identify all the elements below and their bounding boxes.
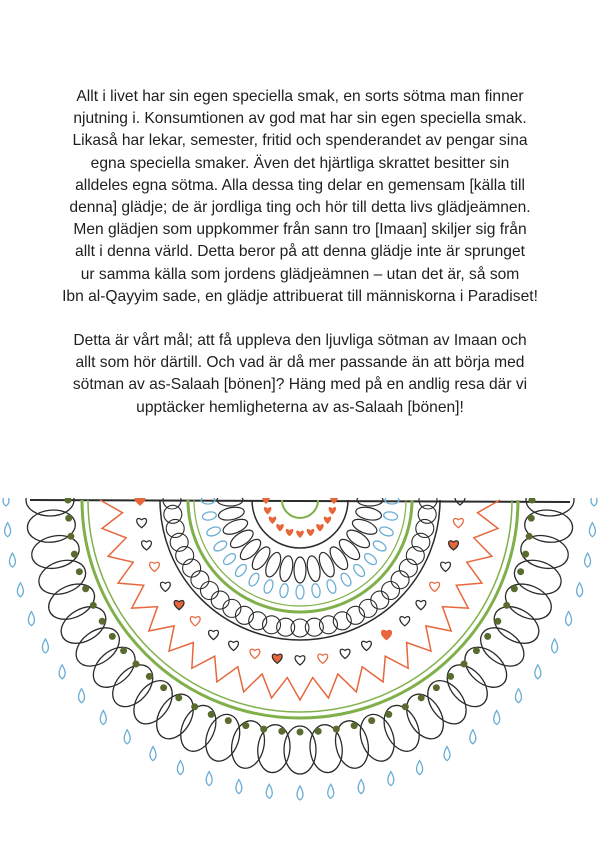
olive-dot	[260, 726, 267, 733]
outer-petal	[200, 710, 245, 766]
text-line: ur samma källa som jordens glädjeämnen – utan det är, så som	[80, 265, 520, 283]
olive-dot	[503, 602, 510, 609]
olive-dot	[65, 498, 72, 504]
olive-dot	[333, 726, 340, 733]
inner-blue-drop	[233, 563, 248, 579]
outer-petal	[55, 599, 113, 651]
outer-petal	[126, 673, 180, 731]
heart-mark	[295, 656, 305, 665]
center-heart	[330, 498, 338, 504]
text-line: Ibn al-Qayyim sade, en glädje attribuerat till människorna i Paradiset!	[62, 287, 538, 305]
orange-zigzag	[100, 500, 500, 700]
scallop-circle	[382, 582, 400, 600]
inner-blue-drop	[325, 579, 337, 595]
inner-blue-drop	[222, 552, 238, 567]
green-ring-inner	[188, 500, 412, 612]
olive-dot	[517, 568, 524, 575]
outer-drop	[42, 639, 48, 653]
inner-blue-drop	[202, 511, 217, 521]
inner-blue-drop	[363, 552, 379, 567]
body-text	[20, 86, 580, 441]
heart-mark	[272, 654, 282, 663]
inner-blue-drop	[247, 572, 261, 588]
heart-mark	[135, 498, 145, 505]
olive-dot	[351, 722, 358, 729]
text-line: Men glädjen som uppkommer från sann tro [Imaan] skiljer sig från	[73, 221, 527, 239]
olive-dot	[146, 673, 153, 680]
olive-dot	[511, 585, 518, 592]
outer-drop	[591, 498, 597, 506]
scallop-circle	[291, 619, 309, 637]
outer-drop	[59, 665, 65, 679]
outer-petal	[355, 710, 400, 766]
text-line: upptäcker hemligheterna av as-Salaah [bönen]!	[136, 398, 464, 416]
olive-dot	[528, 515, 535, 522]
heart-mark	[250, 649, 260, 658]
outer-drop	[566, 612, 572, 626]
text-line: denna] glädje; de är jordliga ting och hör till detta livs glädjeämnen.	[69, 199, 531, 217]
outer-drop	[124, 730, 130, 744]
inner-blue-drop	[379, 525, 395, 537]
scallop-circle	[211, 591, 229, 609]
olive-dot	[109, 633, 116, 640]
outer-drop	[100, 710, 106, 724]
center-heart	[324, 517, 332, 524]
inner-petal	[217, 498, 243, 506]
center-heart	[296, 531, 304, 538]
olive-dot	[76, 568, 83, 575]
text-line: Allt i livet har sin egen speciella smak, en sorts sötma man finner	[76, 88, 524, 105]
olive-dot	[297, 729, 304, 736]
outer-drop	[388, 772, 394, 786]
outer-drop	[585, 553, 591, 567]
paragraph-1	[20, 86, 580, 308]
olive-dot	[160, 684, 167, 691]
olive-dot	[522, 551, 529, 558]
heart-mark	[400, 617, 410, 626]
heart-mark	[340, 649, 350, 658]
text-line: allt som hör därtill. Och vad är då mer passande än att börja med	[75, 354, 525, 372]
heart-mark	[150, 562, 160, 571]
olive-dot	[385, 711, 392, 718]
outer-drop	[150, 747, 156, 761]
olive-dot	[90, 602, 97, 609]
olive-dot	[418, 694, 425, 701]
outer-petal	[420, 673, 474, 731]
outer-drop	[417, 761, 423, 775]
outer-drop	[5, 523, 11, 537]
center-heart	[276, 524, 284, 531]
paragraph-2	[20, 330, 580, 419]
outer-petal	[69, 620, 127, 674]
outer-drop	[177, 761, 183, 775]
outer-drop	[358, 780, 364, 794]
inner-blue-drop	[296, 585, 304, 599]
outer-drop	[494, 710, 500, 724]
center-heart	[329, 507, 337, 514]
inner-blue-drop	[279, 583, 289, 598]
inner-blue-drop	[311, 583, 321, 598]
scallop-circle	[191, 571, 209, 589]
outer-petal	[510, 555, 566, 600]
olive-dot	[99, 618, 106, 625]
half-mandala-ornament	[0, 498, 600, 860]
heart-mark	[174, 600, 184, 609]
center-heart	[262, 498, 270, 504]
outer-drop	[589, 523, 595, 537]
outer-drop	[515, 689, 521, 703]
text-line: Detta är vårt mål; att få uppleva den ljuvliga sötman av Imaan och	[73, 332, 527, 350]
text-line: njutning i. Konsumtionen av god mat har sin egen speciella smak.	[73, 110, 527, 128]
olive-dot	[225, 717, 232, 724]
outer-drop	[9, 553, 15, 567]
olive-dot	[175, 694, 182, 701]
olive-dot	[402, 703, 409, 710]
outer-petal	[149, 688, 201, 746]
outer-petal	[399, 688, 451, 746]
text-line: alldeles egna sötma. Alla dessa ting delar en gemensam [källa till	[75, 176, 525, 194]
heart-mark	[441, 562, 451, 571]
olive-dot	[447, 673, 454, 680]
scallop-circle	[418, 505, 436, 523]
heart-mark	[430, 582, 440, 591]
scallop-circle	[371, 591, 389, 609]
outer-petal	[43, 577, 100, 626]
center-heart	[269, 517, 277, 524]
outer-petal	[473, 620, 531, 674]
heart-mark	[137, 518, 147, 527]
center-heart	[316, 524, 324, 531]
inner-blue-drop	[383, 511, 398, 521]
outer-petal	[488, 599, 546, 651]
text-line: egna speciella smaker. Även det hjärtliga skrattet besitter sin	[90, 154, 510, 172]
heart-mark	[449, 541, 459, 550]
center-heart	[264, 507, 272, 514]
olive-dot	[278, 728, 285, 735]
olive-dot	[494, 618, 501, 625]
olive-dot	[315, 728, 322, 735]
heart-mark	[318, 654, 328, 663]
outer-drop	[577, 583, 583, 597]
text-line: allt i denna värld. Detta beror på att denna glädje inte är sprunget	[75, 243, 525, 261]
olive-dot	[132, 661, 139, 668]
outer-petal	[500, 577, 557, 626]
outer-drop	[535, 665, 541, 679]
ornament-edge-line	[30, 500, 570, 502]
inner-blue-drop	[372, 539, 388, 553]
heart-mark	[160, 582, 170, 591]
olive-dot	[433, 684, 440, 691]
heart-mark	[209, 630, 219, 639]
inner-blue-drop	[262, 579, 274, 595]
outer-drop	[17, 583, 23, 597]
text-line: Likaså har lekar, semester, fritid och spenderandet av pengar sina	[72, 132, 528, 150]
outer-drop	[297, 786, 303, 800]
heart-mark	[362, 641, 372, 650]
outer-drop	[328, 784, 334, 798]
heart-mark	[142, 541, 152, 550]
scallop-circle	[277, 618, 295, 636]
olive-dot	[461, 661, 468, 668]
center-ring	[252, 500, 348, 548]
outer-drop	[79, 689, 85, 703]
text-line: sötman av as-Salaah [bönen]? Häng med på en andlig resa där vi	[72, 376, 528, 394]
outer-drop	[3, 498, 9, 506]
olive-dot	[120, 647, 127, 654]
inner-blue-drop	[206, 525, 222, 537]
olive-dot	[65, 515, 72, 522]
inner-petal	[237, 536, 264, 563]
outer-drop	[236, 780, 242, 794]
scallop-circle	[391, 571, 409, 589]
olive-dot	[82, 585, 89, 592]
outer-petal	[377, 700, 426, 757]
olive-dot	[526, 533, 533, 540]
olive-dot	[484, 633, 491, 640]
olive-dot	[71, 551, 78, 558]
outer-drop	[552, 639, 558, 653]
olive-dot	[368, 717, 375, 724]
outer-petal	[174, 700, 223, 757]
center-heart	[307, 529, 315, 536]
olive-dot	[191, 703, 198, 710]
heart-mark	[416, 600, 426, 609]
olive-dot	[242, 722, 249, 729]
outer-petal	[34, 555, 90, 600]
inner-blue-drop	[352, 563, 367, 579]
outer-drop	[266, 784, 272, 798]
center-heart	[286, 529, 294, 536]
outer-drop	[470, 730, 476, 744]
inner-petal	[336, 536, 363, 563]
inner-blue-drop	[339, 572, 353, 588]
heart-mark	[229, 641, 239, 650]
outer-drop	[206, 772, 212, 786]
olive-dot	[67, 533, 74, 540]
outer-drop	[28, 612, 34, 626]
center-green-ring	[282, 500, 318, 518]
heart-mark	[190, 617, 200, 626]
olive-dot	[473, 647, 480, 654]
scallop-circle	[200, 582, 218, 600]
inner-blue-drop	[212, 539, 228, 553]
outer-drop	[444, 747, 450, 761]
heart-mark	[453, 518, 463, 527]
inner-petal	[294, 557, 306, 583]
olive-dot	[208, 711, 215, 718]
heart-mark	[382, 630, 392, 639]
green-ring-inner-thin	[194, 500, 406, 606]
